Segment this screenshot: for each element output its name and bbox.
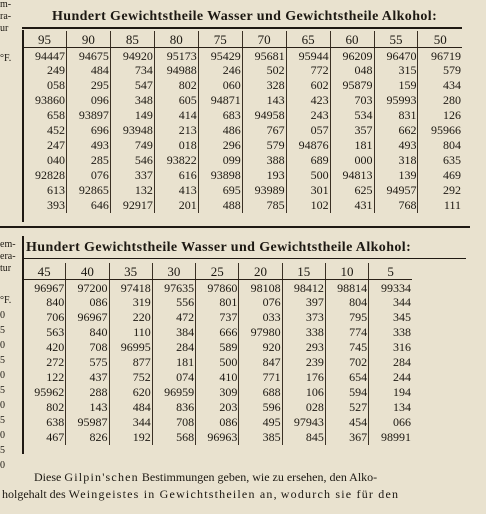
table-cell: 772 [286, 63, 330, 78]
table-cell: 192 [109, 430, 152, 445]
stub-row-label: 0 [0, 460, 5, 471]
table-row [23, 355, 413, 370]
table-cell: 134 [369, 400, 412, 415]
table-cell: 285 [66, 153, 110, 168]
table-cell: 96470 [374, 48, 418, 63]
table-cell: 296 [198, 138, 242, 153]
table-cell: 95879 [330, 78, 374, 93]
table-cell: 086 [196, 415, 239, 430]
column-header: 40 [66, 263, 109, 280]
column-header: 25 [196, 263, 239, 280]
paragraph-line-2 [0, 487, 486, 504]
paragraph-line-1 [0, 470, 486, 487]
stub-header-line: era- [0, 251, 16, 262]
table-cell: 635 [418, 153, 462, 168]
table-cell: 654 [325, 370, 368, 385]
table-cell: 420 [23, 340, 66, 355]
table-row [23, 108, 463, 123]
table-cell: 93897 [66, 108, 110, 123]
table-cell: 98991 [369, 430, 412, 445]
table-cell: 143 [66, 400, 109, 415]
table-row [23, 168, 463, 183]
table-cell: 613 [23, 183, 67, 198]
table-cell: 774 [325, 325, 368, 340]
table-cell: 737 [196, 310, 239, 325]
table-cell: 181 [330, 138, 374, 153]
table-cell: 301 [286, 183, 330, 198]
table-cell: 467 [23, 430, 66, 445]
table-cell: 836 [152, 400, 195, 415]
table-row [23, 198, 463, 213]
table-cell: 486 [198, 123, 242, 138]
table-cell: 706 [23, 310, 66, 325]
table-cell: 309 [196, 385, 239, 400]
table-cell: 344 [109, 415, 152, 430]
table-cell: 98108 [239, 280, 282, 295]
table-cell: 534 [330, 108, 374, 123]
table-cell: 484 [109, 400, 152, 415]
table-cell: 93822 [154, 153, 198, 168]
stub-row-label: 0 [0, 310, 5, 321]
stub-row-label: 5 [0, 415, 5, 426]
table-cell: 547 [110, 78, 154, 93]
table-cell: 666 [196, 325, 239, 340]
table-cell: 410 [196, 370, 239, 385]
table-cell: 96963 [196, 430, 239, 445]
table-cell: 388 [242, 153, 286, 168]
table-cell: 060 [198, 78, 242, 93]
table-row [23, 370, 413, 385]
table-cell: 452 [23, 123, 67, 138]
table-row [23, 63, 463, 78]
table-cell: 749 [110, 138, 154, 153]
table-cell: 97943 [282, 415, 325, 430]
column-header: 60 [330, 31, 374, 48]
table-row [23, 48, 463, 63]
table-cell: 292 [418, 183, 462, 198]
table-cell: 98412 [282, 280, 325, 295]
table-1-caption: Hundert Gewichtstheile Wasser und Gewichtstheile Alkohol: [52, 9, 438, 24]
table-1-left-rule [22, 30, 24, 222]
table-cell: 683 [198, 108, 242, 123]
stub-row-label: 5 [0, 385, 5, 396]
paragraph-text: wodurch sie für den [280, 487, 400, 501]
table-row [23, 430, 413, 445]
table-cell: 484 [66, 63, 110, 78]
table-cell: 96967 [66, 310, 109, 325]
table-cell: 802 [154, 78, 198, 93]
table-row [23, 325, 413, 340]
table-cell: 249 [23, 63, 67, 78]
column-header: 20 [239, 263, 282, 280]
column-header: 35 [109, 263, 152, 280]
table-cell: 194 [369, 385, 412, 400]
table-1-header-row [23, 31, 463, 48]
table-cell: 92865 [66, 183, 110, 198]
table-cell: 159 [374, 78, 418, 93]
table-cell: 293 [282, 340, 325, 355]
table-cell: 143 [242, 93, 286, 108]
table-cell: 646 [66, 198, 110, 213]
table-cell: 620 [109, 385, 152, 400]
table-cell: 033 [239, 310, 282, 325]
table-1-top-rule [22, 27, 462, 29]
table-cell: 831 [374, 108, 418, 123]
stub-row-label: 5 [0, 325, 5, 336]
table-cell: 695 [198, 183, 242, 198]
table-cell: 605 [154, 93, 198, 108]
table-cell: 708 [66, 340, 109, 355]
table-cell: 213 [154, 123, 198, 138]
table-cell: 000 [330, 153, 374, 168]
table-cell: 414 [154, 108, 198, 123]
table-cell: 220 [109, 310, 152, 325]
table-row [23, 400, 413, 415]
table-cell: 288 [66, 385, 109, 400]
table-cell: 139 [374, 168, 418, 183]
table-cell: 96967 [23, 280, 66, 295]
table-cell: 246 [198, 63, 242, 78]
table-cell: 689 [286, 153, 330, 168]
column-header: 15 [282, 263, 325, 280]
table-cell: 96209 [330, 48, 374, 63]
table-cell: 348 [110, 93, 154, 108]
table-cell: 295 [66, 78, 110, 93]
table-cell: 94920 [110, 48, 154, 63]
section-rule [0, 226, 470, 228]
table-cell: 602 [286, 78, 330, 93]
table-cell: 247 [23, 138, 67, 153]
table-cell: 488 [198, 198, 242, 213]
table-cell: 97418 [109, 280, 152, 295]
table-cell: 243 [286, 108, 330, 123]
paragraph-text: Diese [34, 470, 62, 484]
table-cell: 176 [282, 370, 325, 385]
table-1 [22, 31, 462, 213]
table-cell: 703 [330, 93, 374, 108]
paragraph-emphasis: Gilpin'schen [64, 470, 139, 484]
table-2-left-rule [22, 236, 24, 454]
table-cell: 318 [374, 153, 418, 168]
table-cell: 96995 [109, 340, 152, 355]
table-cell: 785 [242, 198, 286, 213]
stub-header-line: em- [0, 240, 16, 250]
table-2-caption: Hundert Gewichtstheile Wasser und Gewichtstheile Alkohol: [26, 240, 412, 255]
table-cell: 98814 [325, 280, 368, 295]
table-cell: 132 [110, 183, 154, 198]
table-cell: 057 [286, 123, 330, 138]
table-cell: 048 [330, 63, 374, 78]
table-1-stub-column [0, 0, 22, 66]
table-cell: 568 [152, 430, 195, 445]
table-cell: 500 [286, 168, 330, 183]
table-cell: 658 [23, 108, 67, 123]
table-cell: 111 [418, 198, 462, 213]
table-cell: 500 [196, 355, 239, 370]
table-cell: 556 [152, 295, 195, 310]
table-cell: 93860 [23, 93, 67, 108]
table-cell: 493 [374, 138, 418, 153]
table-cell: 431 [330, 198, 374, 213]
table-cell: 076 [239, 295, 282, 310]
table-cell: 95173 [154, 48, 198, 63]
column-header: 5 [369, 263, 412, 280]
table-cell: 193 [242, 168, 286, 183]
stub-row-label: 0 [0, 400, 5, 411]
table-cell: 804 [418, 138, 462, 153]
table-cell: 284 [369, 355, 412, 370]
table-cell: 638 [23, 415, 66, 430]
table-cell: 546 [110, 153, 154, 168]
table-cell: 149 [110, 108, 154, 123]
table-cell: 527 [325, 400, 368, 415]
stub-header-line: m- [0, 0, 12, 10]
table-cell: 840 [23, 295, 66, 310]
table-cell: 328 [242, 78, 286, 93]
table-row [23, 78, 463, 93]
table-row [23, 153, 463, 168]
table-cell: 563 [23, 325, 66, 340]
table-cell: 066 [369, 415, 412, 430]
table-cell: 662 [374, 123, 418, 138]
table-row [23, 93, 463, 108]
table-cell: 96959 [152, 385, 195, 400]
table-cell: 92917 [110, 198, 154, 213]
stub-header-line: ur [0, 23, 9, 34]
table-cell: 95429 [198, 48, 242, 63]
table-cell: 018 [154, 138, 198, 153]
table-cell: 616 [154, 168, 198, 183]
table-cell: 94988 [154, 63, 198, 78]
table-cell: 373 [282, 310, 325, 325]
table-cell: 575 [66, 355, 109, 370]
table-cell: 393 [23, 198, 67, 213]
table-cell: 338 [282, 325, 325, 340]
table-row [23, 138, 463, 153]
table-cell: 752 [109, 370, 152, 385]
table-cell: 847 [239, 355, 282, 370]
table-cell: 096 [66, 93, 110, 108]
table-cell: 493 [66, 138, 110, 153]
table-cell: 338 [369, 325, 412, 340]
stub-row-label: 5 [0, 355, 5, 366]
table-cell: 97860 [196, 280, 239, 295]
table-cell: 058 [23, 78, 67, 93]
table-cell: 344 [369, 295, 412, 310]
table-cell: 702 [325, 355, 368, 370]
table-cell: 94447 [23, 48, 67, 63]
table-cell: 384 [152, 325, 195, 340]
column-header: 65 [286, 31, 330, 48]
table-cell: 95962 [23, 385, 66, 400]
table-2 [22, 263, 412, 445]
table-cell: 768 [374, 198, 418, 213]
stub-row-label: 5 [0, 445, 5, 456]
table-cell: 94957 [374, 183, 418, 198]
table-cell: 315 [374, 63, 418, 78]
table-cell: 495 [239, 415, 282, 430]
table-cell: 337 [110, 168, 154, 183]
table-cell: 357 [330, 123, 374, 138]
column-header: 10 [325, 263, 368, 280]
table-row [23, 183, 463, 198]
table-cell: 696 [66, 123, 110, 138]
table-row [23, 123, 463, 138]
table-cell: 181 [152, 355, 195, 370]
table-cell: 280 [418, 93, 462, 108]
stub-header-line: ra- [0, 11, 12, 22]
table-cell: 239 [282, 355, 325, 370]
table-cell: 795 [325, 310, 368, 325]
table-cell: 102 [286, 198, 330, 213]
table-cell: 93948 [110, 123, 154, 138]
column-header: 45 [23, 263, 66, 280]
paragraph-text: holgehalt des [2, 487, 66, 501]
table-cell: 94876 [286, 138, 330, 153]
table-cell: 625 [330, 183, 374, 198]
column-header: 90 [66, 31, 110, 48]
table-cell: 579 [242, 138, 286, 153]
table-cell: 423 [286, 93, 330, 108]
table-cell: 579 [418, 63, 462, 78]
table-cell: 92828 [23, 168, 67, 183]
table-cell: 95944 [286, 48, 330, 63]
table-cell: 96719 [418, 48, 462, 63]
column-header: 50 [418, 31, 462, 48]
stub-header-line: tur [0, 263, 12, 274]
table-cell: 367 [325, 430, 368, 445]
table-cell: 845 [282, 430, 325, 445]
table-cell: 97635 [152, 280, 195, 295]
table-row [23, 310, 413, 325]
table-cell: 93898 [198, 168, 242, 183]
table-cell: 97200 [66, 280, 109, 295]
table-row [23, 340, 413, 355]
column-header: 85 [110, 31, 154, 48]
stub-row-label: 0 [0, 370, 5, 381]
table-cell: 920 [239, 340, 282, 355]
table-cell: 076 [66, 168, 110, 183]
table-cell: 745 [325, 340, 368, 355]
table-cell: 397 [282, 295, 325, 310]
table-cell: 502 [242, 63, 286, 78]
column-header: 75 [198, 31, 242, 48]
table-cell: 201 [154, 198, 198, 213]
table-cell: 877 [109, 355, 152, 370]
table-cell: 93989 [242, 183, 286, 198]
table-cell: 94675 [66, 48, 110, 63]
table-cell: 203 [196, 400, 239, 415]
table-cell: 802 [23, 400, 66, 415]
column-header: 95 [23, 31, 67, 48]
table-cell: 099 [198, 153, 242, 168]
table-cell: 086 [66, 295, 109, 310]
stub-row-label: 0 [0, 340, 5, 351]
table-row [23, 385, 413, 400]
table-cell: 734 [110, 63, 154, 78]
table-cell: 413 [154, 183, 198, 198]
table-2-top-rule [22, 258, 466, 259]
table-2-stub-rows [0, 296, 22, 476]
table-cell: 316 [369, 340, 412, 355]
table-row [23, 415, 413, 430]
table-cell: 434 [418, 78, 462, 93]
column-header: 55 [374, 31, 418, 48]
stub-unit: °F. [0, 53, 12, 64]
paragraph-text: Bestimmungen geben, wie zu ersehen, den Alko- [141, 470, 378, 484]
table-2-stub-column [0, 240, 22, 276]
table-cell: 596 [239, 400, 282, 415]
table-cell: 126 [418, 108, 462, 123]
table-cell: 272 [23, 355, 66, 370]
table-cell: 319 [109, 295, 152, 310]
table-cell: 594 [325, 385, 368, 400]
table-cell: 028 [282, 400, 325, 415]
table-cell: 95681 [242, 48, 286, 63]
table-cell: 688 [239, 385, 282, 400]
table-cell: 469 [418, 168, 462, 183]
table-cell: 589 [196, 340, 239, 355]
stub-row-label: 0 [0, 430, 5, 441]
table-cell: 454 [325, 415, 368, 430]
table-cell: 110 [109, 325, 152, 340]
table-cell: 801 [196, 295, 239, 310]
body-paragraph [0, 470, 486, 504]
table-cell: 826 [66, 430, 109, 445]
table-cell: 94958 [242, 108, 286, 123]
table-cell: 345 [369, 310, 412, 325]
paragraph-emphasis: Weingeistes in Gewichtstheilen an, [68, 487, 278, 501]
table-cell: 437 [66, 370, 109, 385]
table-row [23, 295, 413, 310]
table-cell: 106 [282, 385, 325, 400]
table-cell: 074 [152, 370, 195, 385]
table-cell: 472 [152, 310, 195, 325]
table-cell: 95987 [66, 415, 109, 430]
table-cell: 040 [23, 153, 67, 168]
table-cell: 244 [369, 370, 412, 385]
table-cell: 840 [66, 325, 109, 340]
column-header: 80 [154, 31, 198, 48]
table-cell: 708 [152, 415, 195, 430]
table-cell: 767 [242, 123, 286, 138]
column-header: 70 [242, 31, 286, 48]
table-cell: 94871 [198, 93, 242, 108]
stub-row-label: °F. [0, 296, 12, 306]
table-2-header-row [23, 263, 413, 280]
column-header: 30 [152, 263, 195, 280]
table-cell: 99334 [369, 280, 412, 295]
table-cell: 284 [152, 340, 195, 355]
table-row [23, 280, 413, 295]
table-cell: 94813 [330, 168, 374, 183]
table-cell: 771 [239, 370, 282, 385]
table-cell: 97980 [239, 325, 282, 340]
table-cell: 95966 [418, 123, 462, 138]
table-cell: 385 [239, 430, 282, 445]
table-cell: 804 [325, 295, 368, 310]
table-cell: 122 [23, 370, 66, 385]
table-cell: 95993 [374, 93, 418, 108]
